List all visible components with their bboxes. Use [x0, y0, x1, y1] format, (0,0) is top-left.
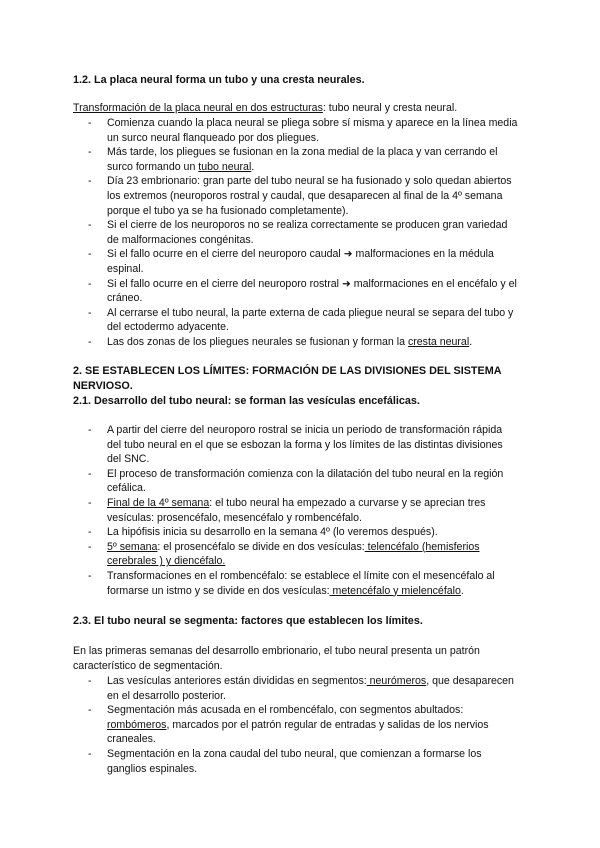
metencefalo-term: metencéfalo y mielencéfalo: [329, 584, 461, 597]
section-2-3-list: [0, 674, 600, 776]
section-2-1-list: [0, 423, 600, 598]
final-4-semana-term: Final de la 4º semana: [107, 496, 210, 509]
list-item: [0, 674, 519, 703]
list-item-text: .: [251, 160, 255, 173]
list-item-text: , que desaparecen en el desarrollo posterior.: [107, 675, 514, 702]
list-item-text: Las vesículas anteriores están divididas en segmentos:: [107, 675, 367, 687]
list-item: [0, 525, 519, 540]
list-item: [0, 540, 519, 569]
list-item-text: La hipófisis inicia su desarrollo en la semana 4º (lo veremos después).: [107, 526, 438, 539]
list-item: [0, 174, 519, 218]
cresta-neural-term: cresta neural: [407, 335, 470, 348]
list-item: [0, 423, 519, 467]
list-item: [0, 116, 519, 145]
neuromeros-term: neurómeros: [366, 675, 427, 687]
list-item: [0, 467, 519, 496]
list-item-text: : el prosencéfalo se divide en dos vesículas:: [157, 540, 365, 553]
list-item-text: Si el fallo ocurre en el cierre del neuroporo caudal ➜ malformaciones en la médula espinal.: [107, 248, 494, 275]
rombomeros-term: rombómeros: [107, 718, 167, 731]
list-item-text: .: [460, 584, 464, 597]
list-item-text: A partir del cierre del neuroporo rostral se inicia un periodo de transformación rápida del tubo neural en el que se esbozan la forma y los límites de las distintas divisiones del SNC.: [107, 424, 503, 466]
section-2-3-heading: 2.3. El tubo neural se segmenta: factores que establecen los límites.: [73, 615, 423, 627]
list-item-text: Si el cierre de los neuroporos no se realiza correctamente se producen gran variedad de malformaciones congénitas.: [107, 219, 508, 246]
list-item: [0, 747, 519, 776]
list-item-text: : el tubo neural ha empezado a curvarse y se aprecian tres vesículas: prosencéfalo, mesencéfalo y rombencéfalo.: [107, 496, 486, 524]
section-1-2-intro: [73, 101, 533, 116]
list-item: [0, 703, 519, 747]
tubo-neural-term: tubo neural: [198, 160, 252, 173]
intro-underlined: Transformación de la placa neural en dos estructuras: [73, 102, 323, 114]
section-2-1-heading: 2.1. Desarrollo del tubo neural: se forman las vesículas encefálicas.: [73, 395, 420, 407]
quinta-semana-term: 5º semana: [107, 540, 158, 553]
list-item-text: Más tarde, los pliegues se fusionan en la zona medial de la placa y van cerrando el surco formando un: [107, 146, 498, 173]
list-item: [0, 145, 519, 174]
list-item-text: Segmentación más acusada en el rombencéfalo, con segmentos abultados:: [107, 704, 464, 717]
list-item-text: Transformaciones en el rombencéfalo: se establece el límite con el mesencéfalo al formarse un istmo y se divide en dos vesículas:: [107, 569, 495, 597]
list-item: [0, 306, 519, 335]
list-item-text: Segmentación en la zona caudal del tubo neural, que comienzan a formarse los ganglios espinales.: [107, 747, 482, 775]
section-1-2-list: [0, 116, 600, 350]
list-item-text: Día 23 embrionario: gran parte del tubo neural se ha fusionado y solo quedan abiertos los extremos (neuroporos rostral y caudal, que desaparecen al final de la 4º semana porque el tubo ya se ha fusionado completamente).: [107, 175, 512, 217]
list-item: [0, 496, 519, 525]
section-1-2-heading: 1.2. La placa neural forma un tubo y una cresta neurales.: [73, 74, 365, 86]
intro-rest: : tubo neural y cresta neural.: [322, 102, 458, 114]
list-item: [0, 569, 519, 598]
list-item: [0, 218, 519, 247]
section-2-heading-line2: NERVIOSO.: [73, 380, 133, 392]
list-item-text: Las dos zonas de los pliegues neurales se fusionan y forman la: [107, 335, 408, 348]
list-item-text: Si el fallo ocurre en el cierre del neuroporo rostral ➜ malformaciones en el encéfalo y el cráneo.: [107, 277, 517, 305]
list-item-text: Al cerrarse el tubo neural, la parte externa de cada pliegue neural se separa del tubo y del ectodermo adyacente.: [107, 306, 514, 334]
list-item-text: , marcados por el patrón regular de entradas y salidas de los nervios craneales.: [107, 718, 489, 746]
section-2-heading-line1: 2. SE ESTABLECEN LOS LÍMITES: FORMACIÓN DE LAS DIVISIONES DEL SISTEMA: [73, 365, 502, 377]
list-item: [0, 335, 519, 350]
list-item-text: El proceso de transformación comienza con la dilatación del tubo neural en la región cefálica.: [107, 467, 504, 495]
section-2-3-intro: En las primeras semanas del desarrollo embrionario, el tubo neural presenta un patrón característico de segmentación.: [73, 645, 480, 672]
list-item: [0, 277, 519, 306]
telencefalo-term: telencéfalo (hemisferios cerebrales ) y diencéfalo.: [107, 540, 480, 568]
list-item-text: .: [469, 335, 473, 348]
list-item: [0, 247, 519, 276]
list-item-text: Comienza cuando la placa neural se pliega sobre sí misma y aparece en la línea media un surco neural flanqueado por dos pliegues.: [107, 117, 518, 144]
